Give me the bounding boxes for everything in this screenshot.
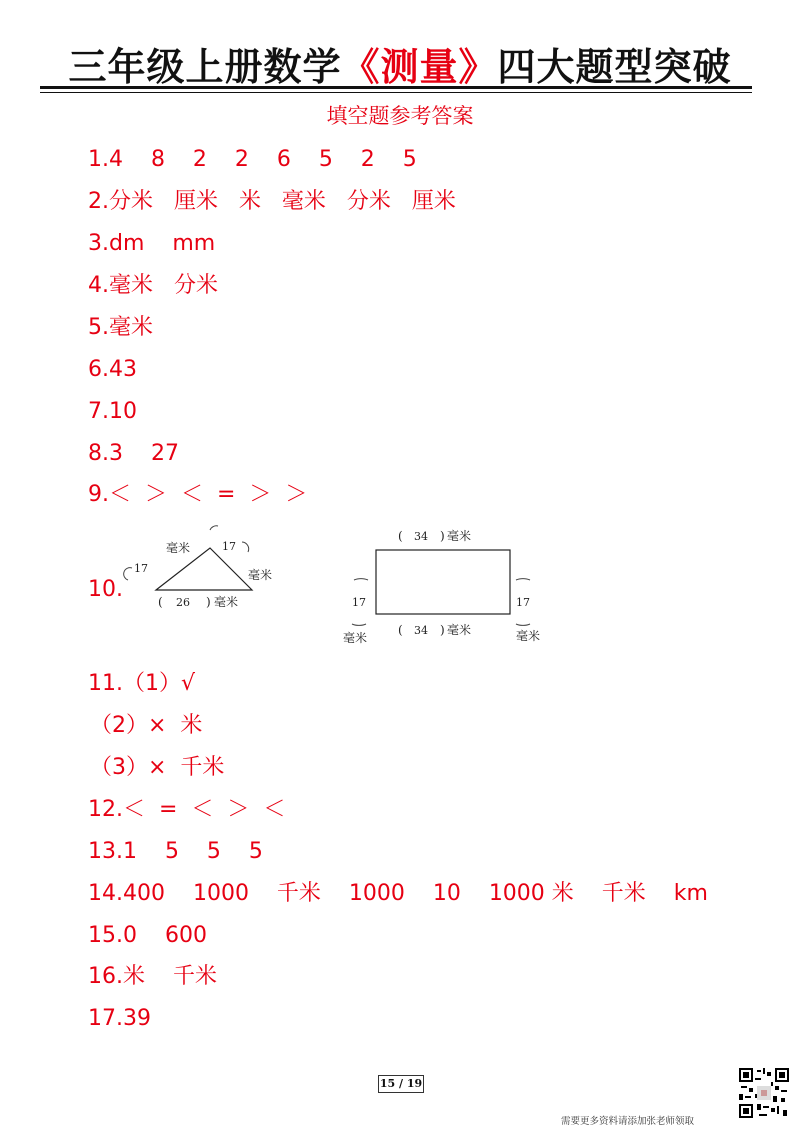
answer-1: 1.4 8 2 2 6 5 2 5 [88, 147, 417, 172]
answer-14: 14.400 1000 千米 1000 10 1000 米 千米 km [88, 881, 708, 906]
rectangle-left-value: 17 [352, 596, 366, 609]
section-subtitle: 填空题参考答案 [326, 104, 474, 128]
answer-4: 4.毫米 分米 [88, 273, 218, 298]
svg-text:(: ( [398, 529, 403, 543]
rectangle-top-unit: 毫米 [447, 529, 472, 543]
answer-5: 5.毫米 [88, 315, 153, 340]
triangle-base-value: 26 [176, 596, 190, 609]
title-part-topic: 《测量》 [341, 45, 498, 89]
footer-note: 需要更多资料请添加张老师领取 [561, 1116, 695, 1127]
svg-text:): ) [440, 529, 445, 543]
page-title [0, 44, 800, 90]
answer-11-1: 11.（1）√ [88, 671, 196, 696]
rectangle-right-value: 17 [516, 596, 530, 609]
answer-15: 15.0 600 [88, 923, 207, 948]
triangle-figure [118, 522, 288, 617]
title-part-2: 四大题型突破 [497, 45, 732, 89]
answer-11-3: （3）× 千米 [90, 755, 225, 780]
rectangle-shape [376, 550, 510, 614]
answer-17: 17.39 [88, 1006, 151, 1031]
triangle-right-value: 17 [222, 540, 236, 553]
rectangle-left-unit: 毫米 [343, 631, 368, 645]
answer-8: 8.3 27 [88, 441, 179, 466]
answer-7: 7.10 [88, 399, 137, 424]
rectangle-figure [336, 524, 556, 650]
triangle-base-paren-open: ( [158, 595, 163, 609]
answer-2: 2.分米 厘米 米 毫米 分米 厘米 [88, 189, 456, 214]
triangle-base-unit: 毫米 [214, 595, 239, 609]
answer-3: 3.dm mm [88, 231, 216, 256]
answer-9: 9.＜ ＞ ＜ = ＞ ＞ [88, 482, 308, 507]
rectangle-bottom-value: 34 [414, 624, 428, 637]
title-rule-thin [40, 92, 752, 93]
rectangle-top-value: 34 [414, 530, 428, 543]
qr-code-icon [739, 1068, 789, 1118]
page-number: 15 / 19 [378, 1075, 424, 1093]
title-rule-thick [40, 86, 752, 89]
triangle-right-unit: 毫米 [248, 568, 273, 582]
answer-16: 16.米 千米 [88, 964, 217, 989]
answer-11-2: （2）× 米 [90, 713, 203, 738]
triangle-base-paren-close: ) [206, 595, 211, 609]
title-part-1: 三年级上册数学 [68, 45, 342, 89]
answer-13: 13.1 5 5 5 [88, 839, 263, 864]
answer-10: 10. [88, 577, 123, 602]
rectangle-right-unit: 毫米 [516, 629, 541, 643]
svg-text:(: ( [398, 623, 403, 637]
triangle-left-value: 17 [134, 562, 148, 575]
rectangle-bottom-unit: 毫米 [447, 623, 472, 637]
triangle-left-unit: 毫米 [166, 541, 191, 555]
svg-text:): ) [440, 623, 445, 637]
answer-6: 6.43 [88, 357, 137, 382]
answer-12: 12.＜ = ＜ ＞ ＜ [88, 797, 286, 822]
